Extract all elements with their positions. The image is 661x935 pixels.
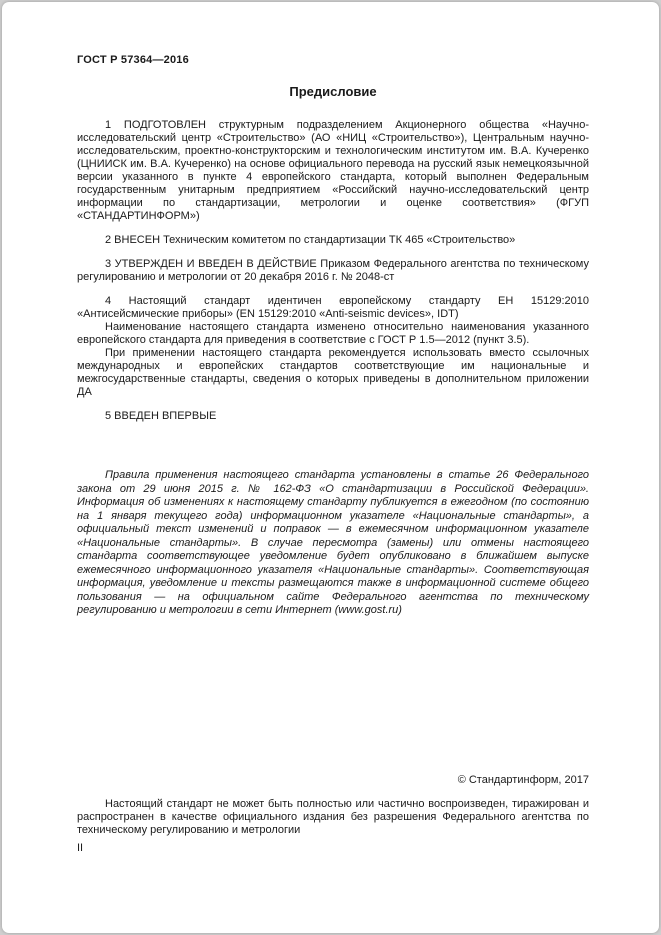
clause-4-name-note: Наименование настоящего стандарта изменено относительно наименования указанного европейского стандарта для приведения в соответствие с ГОСТ Р 1.5—2012 (пункт 3.5). <box>77 321 589 346</box>
page-sheet <box>2 2 659 933</box>
clause-3-approved: 3 УТВЕРЖДЕН И ВВЕДЕН В ДЕЙСТВИЕ Приказом Федерального агентства по техническому регулированию и метрологии от 20 декабря 2016 г. № 2048-ст <box>77 258 589 283</box>
reproduction-restriction-note: Настоящий стандарт не может быть полностью или частично воспроизведен, тиражирован и распространен в качестве официального издания без разрешения Федерального агентства по техническому регулированию и метрологии <box>77 798 589 836</box>
clause-1-prepared: 1 ПОДГОТОВЛЕН структурным подразделением Акционерного общества «Научно-исследовательский центр «Строительство» (АО «НИЦ «Строительство»), Центральным научно-исследовательским, проектно-конструкторским и технологическим институтом им. В.А. Кучеренко (ЦНИИСК им. В.А. Кучеренко) на основе официального перевода на русский язык немецкоязычной версии указанного в пункте 4 европейского стандарта, который выполнен Федеральным государственным унитарным предприятием «Российский научно-исследовательский центр информации по стандартизации, метрологии и оценке соответствия» (ФГУП «СТАНДАРТИНФОРМ») <box>77 119 589 222</box>
clause-4-application-note: При применении настоящего стандарта рекомендуется использовать вместо ссылочных международных и европейских стандартов соответствующие им национальные и межгосударственные стандарты, сведения о которых приведены в дополнительном приложении ДА <box>77 347 589 398</box>
page-content <box>77 54 589 629</box>
page-title: Предисловие <box>289 84 377 99</box>
page-footer <box>77 774 589 854</box>
application-rules-note: Правила применения настоящего стандарта установлены в статье 26 Федерального закона от 29 июня 2015 г. № 162-ФЗ «О стандартизации в Российской Федерации». Информация об изменениях к настоящему стандарту публикуется в ежегодном (по состоянию на 1 января текущего года) информационном указателе «Национальные стандарты», а официальный текст изменений и поправок — в ежемесячном информационном указателе «Национальные стандарты». В случае пересмотра (замены) или отмены настоящего стандарта соответствующее уведомление будет опубликовано в ближайшем выпуске ежемесячного информационного указателя «Национальные стандарты». Соответствующая информация, уведомление и тексты размещаются также в информационной системе общего пользования — на официальном сайте Федерального агентства по техническому регулированию и метрологии в сети Интернет (www.gost.ru) <box>77 469 589 616</box>
clause-2-introduced: 2 ВНЕСЕН Техническим комитетом по стандартизации ТК 465 «Строительство» <box>105 234 516 246</box>
clause-5-first-time: 5 ВВЕДЕН ВПЕРВЫЕ <box>105 410 217 422</box>
doc-code: ГОСТ Р 57364—2016 <box>77 54 189 66</box>
copyright-line: © Стандартинформ, 2017 <box>457 774 589 786</box>
page-number: II <box>77 842 84 854</box>
clause-4-identical: 4 Настоящий стандарт идентичен европейскому стандарту ЕН 15129:2010 «Антисейсмические приборы» (EN 15129:2010 «Anti-seismic devices», IDT) <box>77 295 589 320</box>
